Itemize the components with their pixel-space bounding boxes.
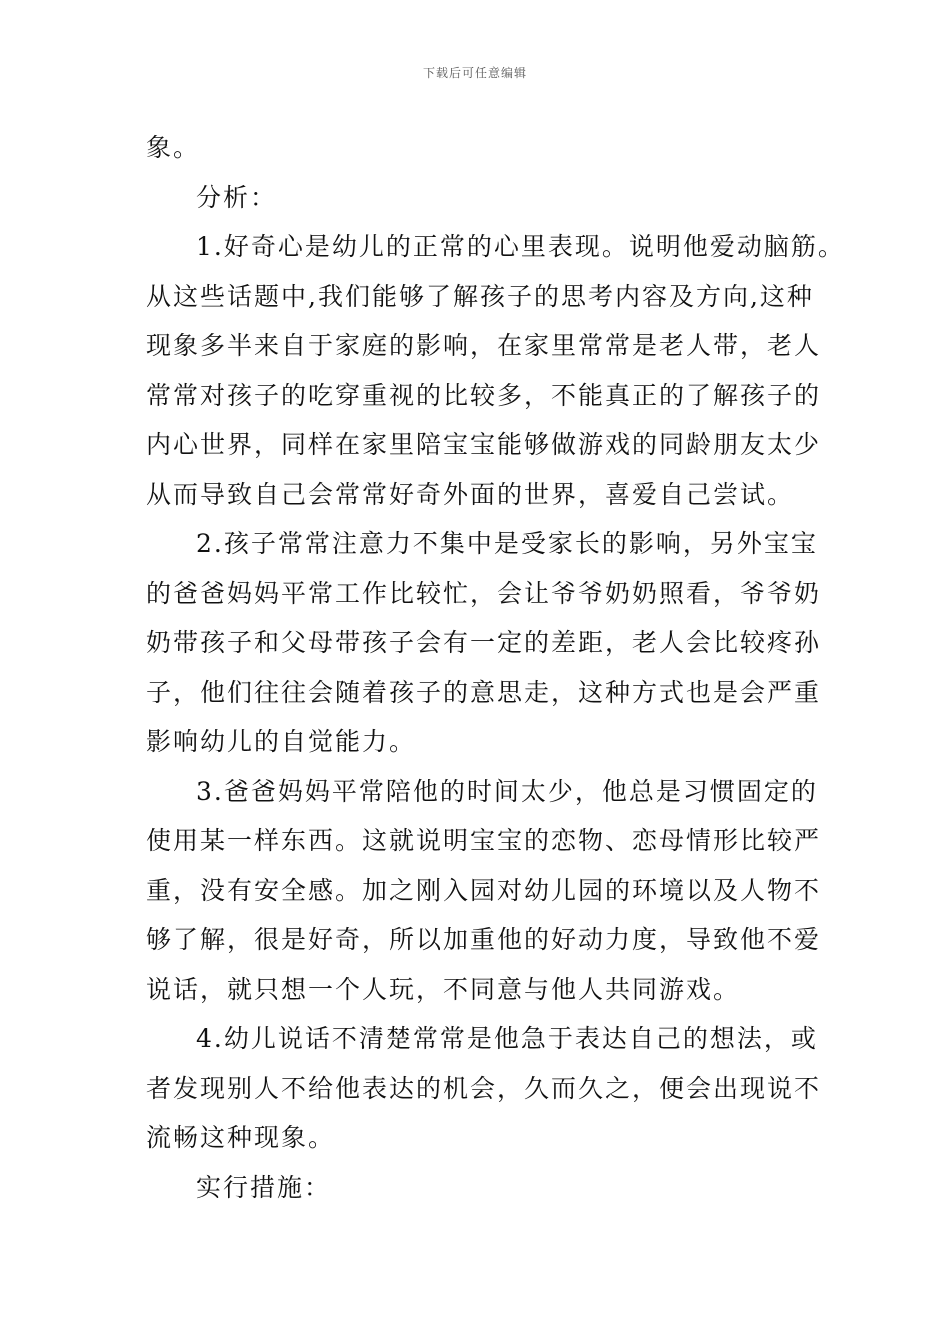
text-line: 使用某一样东西。这就说明宝宝的恋物、恋母情形比较严 (146, 826, 822, 855)
text-line: 象。 (146, 133, 201, 162)
text-line: 重，没有安全感。加之刚入园对幼儿园的环境以及人物不 (146, 875, 822, 905)
text-line: 奶带孩子和父母带孩子会有一定的差距，老人会比较疼孙 (146, 628, 822, 657)
section-heading-analysis: 分析： (196, 182, 278, 212)
text-line: 的爸爸妈妈平常工作比较忙，会让爷爷奶奶照看，爷爷奶 (146, 578, 822, 608)
text-line: 影响幼儿的自觉能力。 (146, 727, 417, 756)
text-line: 者发现别人不给他表达的机会，久而久之，便会出现说不 (146, 1073, 822, 1103)
text-line: 流畅这种现象。 (146, 1123, 336, 1152)
text-line: 从这些话题中,我们能够了解孩子的思考内容及方向,这种 (146, 281, 814, 311)
text-line: 4.幼儿说话不清楚常常是他急于表达自己的想法，或 (196, 1024, 818, 1053)
text-line: 2.孩子常常注意力不集中是受家长的影响，另外宝宝 (196, 529, 818, 558)
text-line: 从而导致自己会常常好奇外面的世界，喜爱自己尝试。 (146, 479, 795, 509)
text-line: 说话，就只想一个人玩，不同意与他人共同游戏。 (146, 974, 741, 1004)
page-header: 下载后可任意编辑 (422, 66, 527, 80)
text-line: 3.爸爸妈妈平常陪他的时间太少，他总是习惯固定的 (196, 776, 818, 806)
section-heading-measures: 实行措施： (196, 1172, 332, 1202)
text-line: 内心世界，同样在家里陪宝宝能够做游戏的同龄朋友太少 (146, 430, 822, 459)
document-body (146, 123, 845, 1212)
text-line: 现象多半来自于家庭的影响，在家里常常是老人带，老人 (146, 331, 822, 360)
text-line: 1.好奇心是幼儿的正常的心里表现。说明他爱动脑筋。 (196, 232, 845, 261)
text-line: 够了解，很是好奇，所以加重他的好动力度，导致他不爱 (146, 925, 822, 954)
text-line: 常常对孩子的吃穿重视的比较多，不能真正的了解孩子的 (146, 380, 822, 410)
text-line: 子，他们往往会随着孩子的意思走，这种方式也是会严重 (146, 677, 822, 707)
